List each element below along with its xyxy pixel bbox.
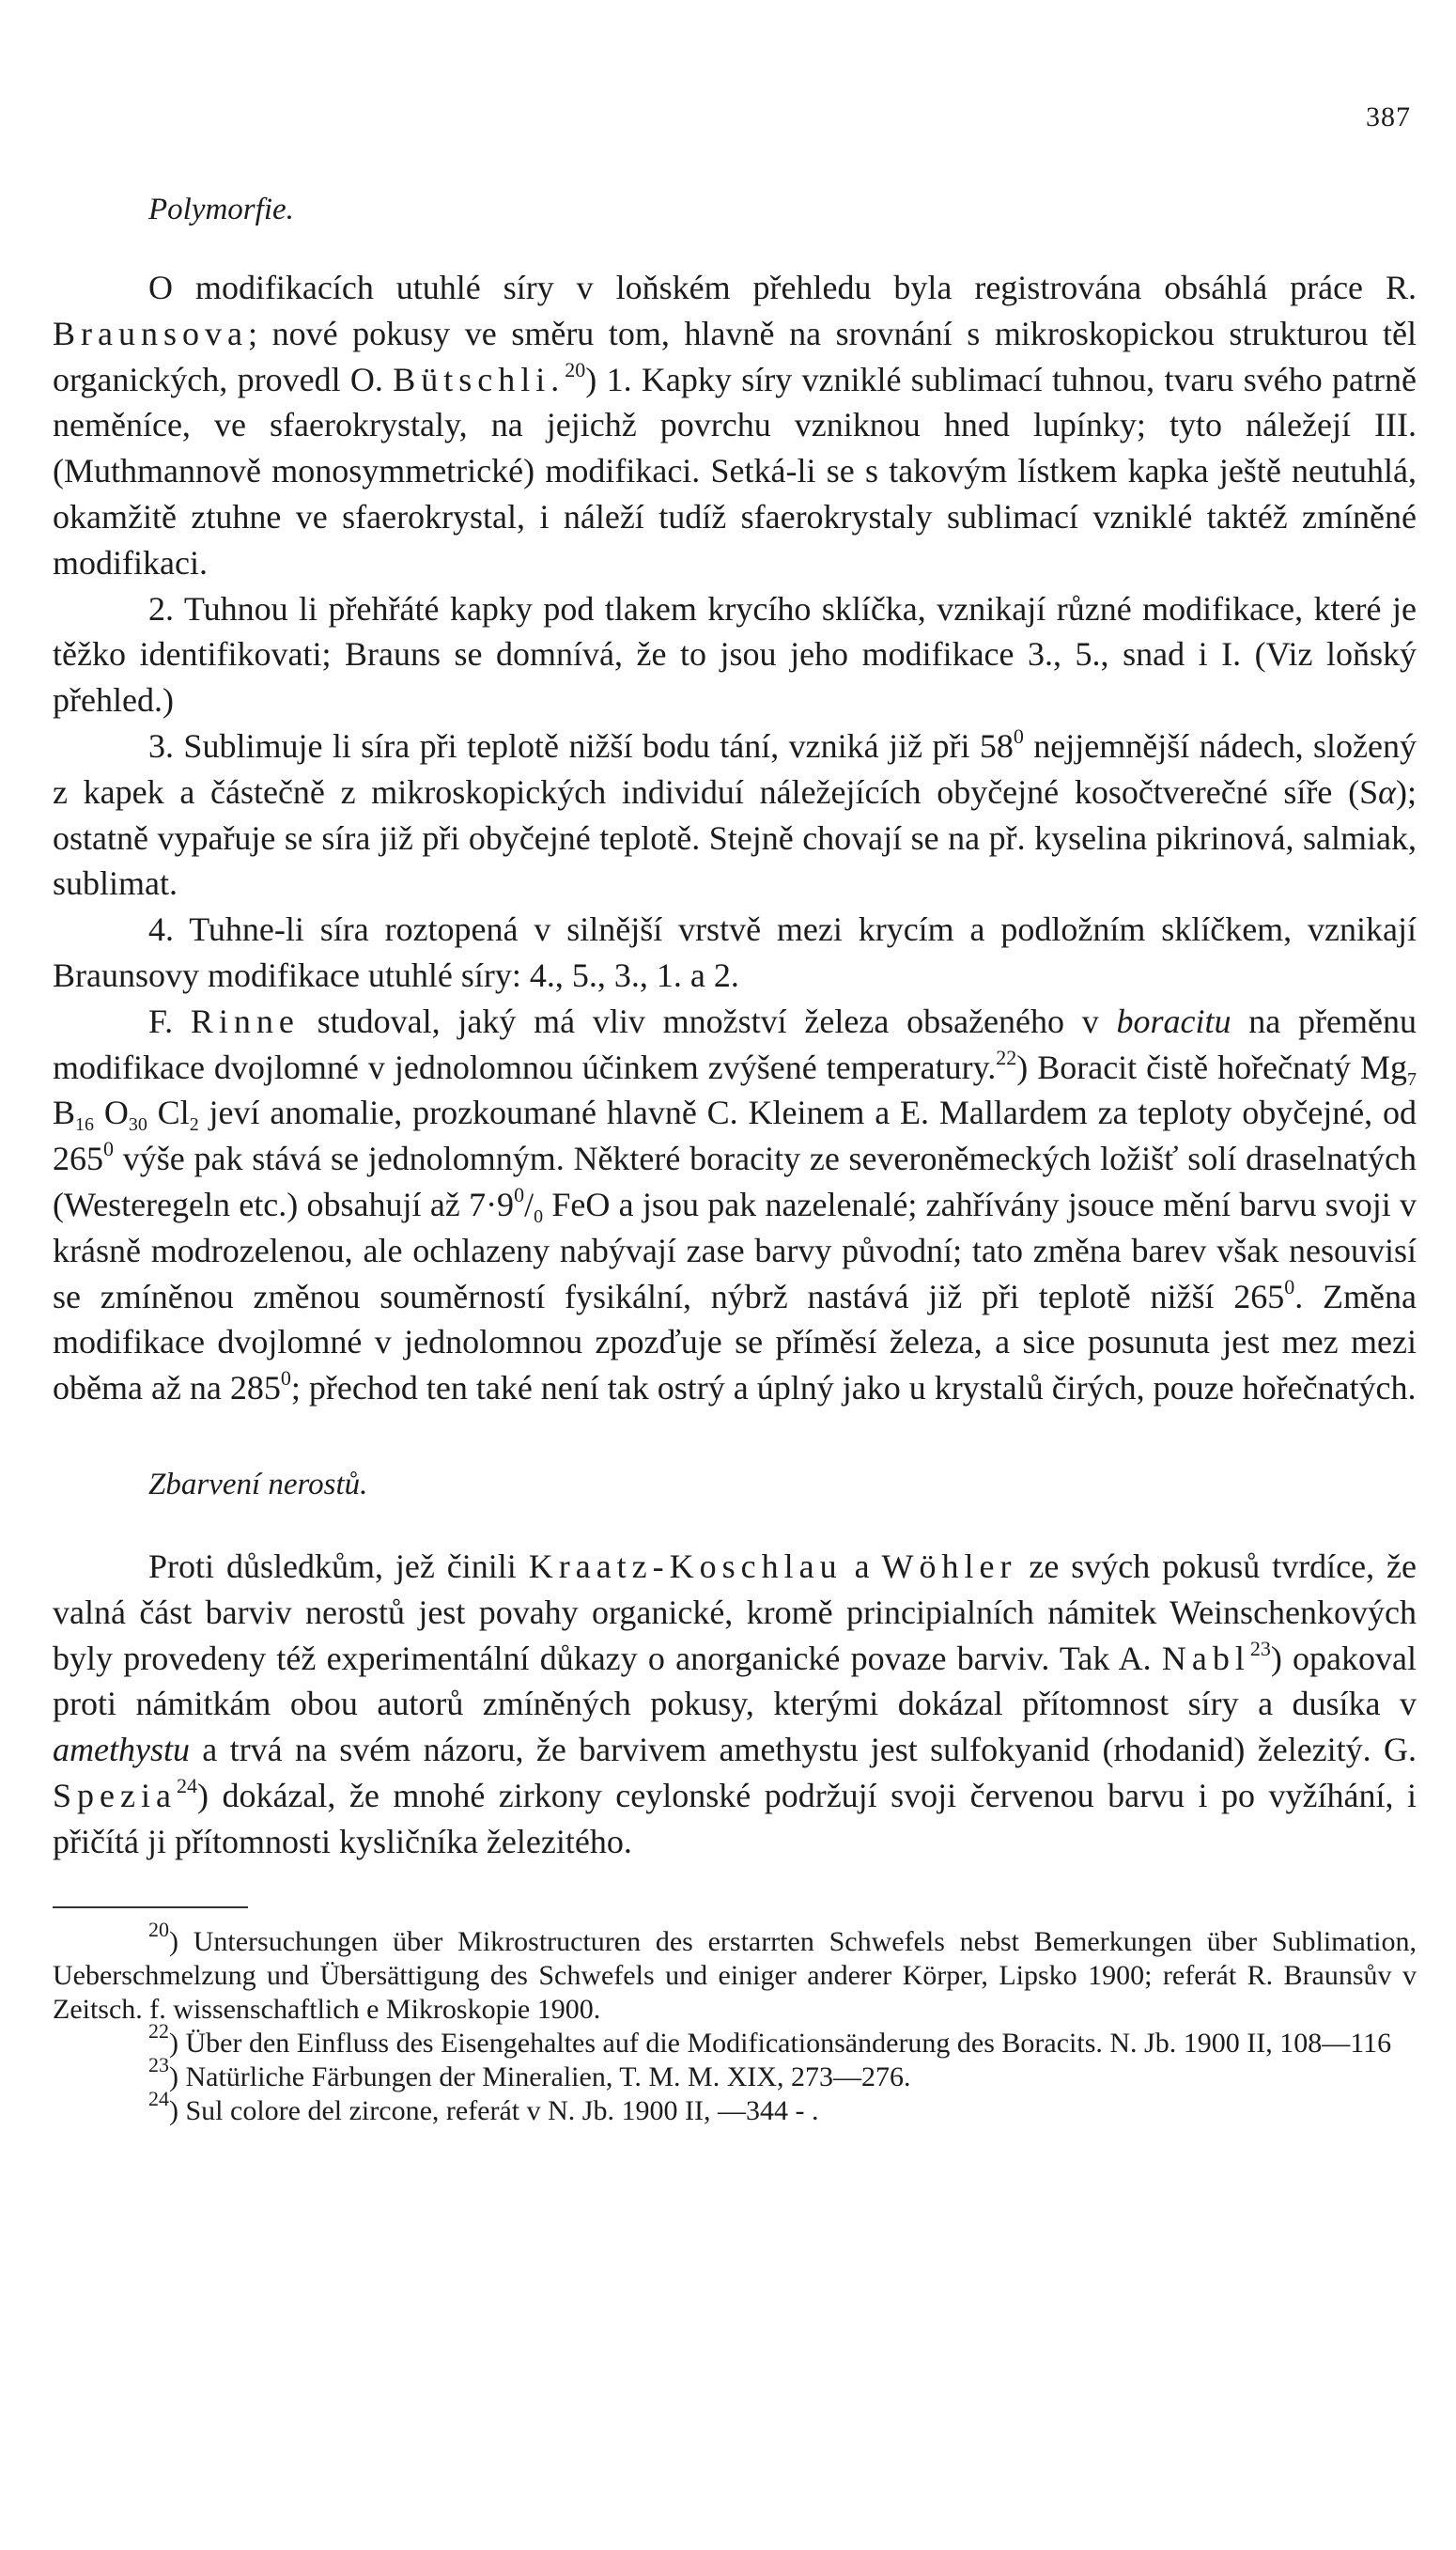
section-title-polymorfie: Polymorfie.: [148, 193, 294, 226]
footnote-ref: 20: [565, 357, 586, 381]
footnote: $^{23}$) Natürliche Färbungen der Mineralien, T. M. M. XIX, 273—276.: [148, 2052, 911, 2092]
paragraph-sulfur-modifications: O modifikacích utuhlé síry v loňském přehledu byla registrována obsáhlá práce R. Braunsova; nové pokusy ve směru tom, hlavně na srovnání s mikroskopickou strukturou těl organických, provedl O. Bütschli.$^{20}$) 1. Kapky síry vzniklé sublimací tuhnou, tvaru svého patrně neměníce, ve sfaerokrystaly, na jejichž povrchu vzniknou hned lupínky; tyto náležejí III. (Muthmannově monosymmetrické) modifikaci. Setká-li se s takovým lístkem kapka ještě neutuhlá, okamžitě ztuhne ve sfaerokrystal, i náleží tudíž sfaerokrystaly sublimací vzniklé taktéž zmíněné modifikaci.: [53, 269, 1417, 582]
paragraph-point-3: 3. Sublimuje li síra při teplotě nižší bodu tání, vzniká již při $58^0$ nejjemnější nádech, složený z kapek a částečně z mikroskopických individuí náležejících obyčejné kosočtverečné síře (Sα); ostatně vypařuje se síra již při obyčejné teplotě. Stejně chovají se na př. kyselina pikrinová, salmiak, sublimat.: [53, 723, 1417, 903]
footnote-ref: 23: [1249, 1636, 1271, 1660]
paragraph-mineral-coloring: Proti důsledkům, jež činili Kraatz-Koschlau a Wöhler ze svých pokusů tvrdíce, že valná část barviv nerostů jest povahy organické, kromě principialních námitek Weinschenkových byly provedeny též experimentální důkazy o anorganické povaze barviv. Tak A. Nabl$^{23}$) opakoval proti námitkám obou autorů zmíněných pokusy, kterými dokázal přítomnost síry a dusíka v amethystu a trvá na svém názoru, že barvivem amethystu jest sulfokyanid (rhodanid) železitý. G. Spezia$^{24}$) dokázal, že mnohé zirkony ceylonské podržují svoji červenou barvu i po vyžíhání, i přičítá ji přítomnosti kysličníka železitého.: [53, 1547, 1417, 1860]
author-name: Nabl: [1161, 1639, 1250, 1677]
author-name: Wöhler: [881, 1547, 1017, 1585]
paragraph-point-2: 2. Tuhnou li přehřáté kapky pod tlakem krycího sklíčka, vznikají různé modifikace, které je těžko identifikovati; Brauns se domnívá, že to jsou jeho modifikace 3., 5., snad i I. (Viz loňský přehled.): [53, 589, 1417, 720]
footnote-divider: [53, 1906, 248, 1908]
mineral-name: amethystu: [53, 1731, 190, 1769]
mineral-name: boracitu: [1116, 1002, 1231, 1040]
page-number: 387: [1366, 101, 1411, 132]
author-name: Braunsova: [53, 314, 248, 352]
footnote: $^{24}$) Sul colore del zircone, referát v N. Jb. 1900 II, —344 - .: [148, 2086, 819, 2126]
author-name: Kraatz-Koschlau: [528, 1547, 843, 1585]
paragraph-point-4: 4. Tuhne-li síra roztopená v silnější vrstvě mezi krycím a podložním sklíčkem, vznikají Braunsovy modifikace utuhlé síry: 4., 5., 3., 1. a 2.: [53, 910, 1417, 994]
footnote-ref: 24: [176, 1773, 197, 1797]
footnote: $^{22}$) Über den Einfluss des Eisengehaltes auf die Modificationsänderung des Boracits. N. Jb. 1900 II, 108—116: [148, 2018, 1392, 2059]
author-name: Rinne: [190, 1002, 300, 1040]
section-title-zbarveni: Zbarvení nerostů.: [148, 1467, 368, 1501]
footnote-ref: 22: [996, 1045, 1017, 1069]
footnote: $^{20}$) Untersuchungen über Mikrostructuren des erstarrten Schwefels nebst Bemerkungen über Sublimation, Ueberschmelzung und Übersättigung des Schwefels und einiger anderer Körper, Lipsko 1900; referát R. Braunsův v Zeitsch. f. wissenschaftlich e Mikroskopie 1900.: [53, 1917, 1417, 2025]
author-name: Bütschli.: [393, 360, 565, 398]
paragraph-boracit: F. Rinne studoval, jaký má vliv množství železa obsaženého v boracitu na přeměnu modifikace dvojlomné v jednolomnou účinkem zvýšené temperatury.$^{22}$) Boracit čistě hořečnatý $Mg_7$ $B_{16}$ $O_{30}$ $Cl_2$ jeví anomalie, prozkoumané hlavně C. Kleinem a E. Mallardem za teploty obyčejné, od $265^0$ výše pak stává se jednolomným. Některé boracity ze severoněmeckých ložišť solí draselnatých (Westeregeln etc.) obsahují až $7\cdot 9^0/_0$ FeO a jsou pak nazelenalé; zahřívány jsouce mění barvu svoji v krásně modrozelenou, ale ochlazeny nabývají zase barvy původní; tato změna barev však nesouvisí se zmíněnou změnou souměrností fysikální, nýbrž nastává již při teplotě nižší $265^0$. Změna modifikace dvojlomné v jednolomnou zpozďuje se příměsí železa, a sice posunuta jest mez mezi oběma až na $285^0$; přechod ten také není tak ostrý a úplný jako u krystalů čirých, pouze hořečnatých.: [53, 1002, 1417, 1407]
author-name: Spezia: [53, 1776, 177, 1814]
page-content: [53, 193, 1417, 2128]
